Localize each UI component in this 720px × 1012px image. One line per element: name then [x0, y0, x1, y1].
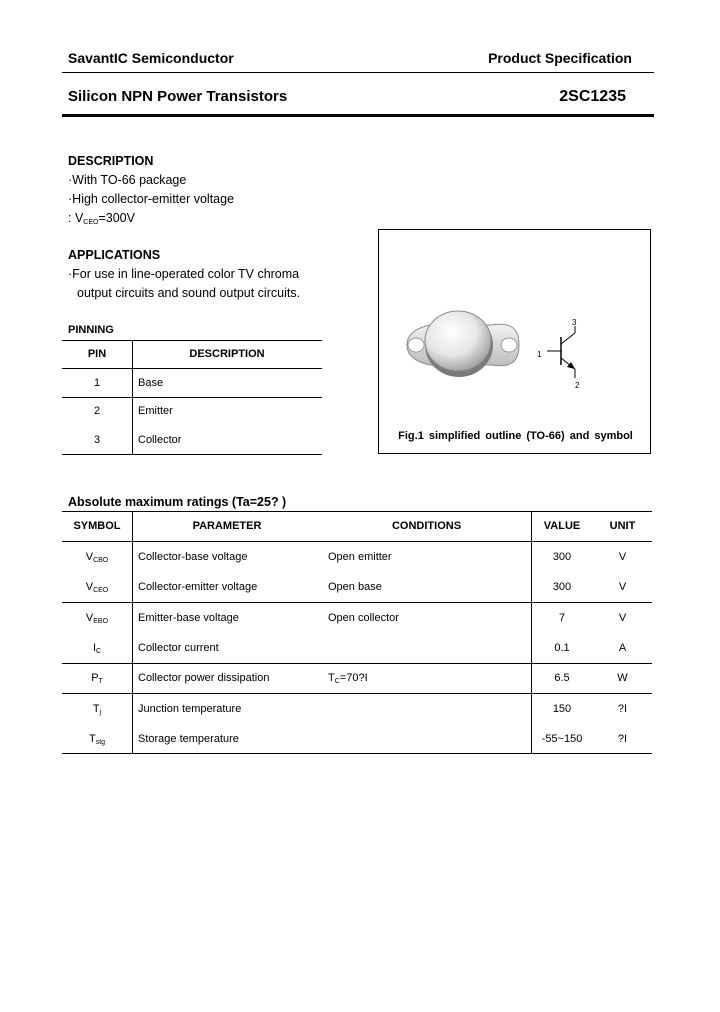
vceo-spec: : $V_{CEO}=300V$	[68, 211, 135, 226]
description-item: ·High collector-emitter voltage	[68, 192, 235, 206]
rating-unit: ?I	[617, 703, 628, 715]
rating-unit: V	[618, 612, 627, 624]
ratings-title: Absolute maximum ratings (Ta=25? )	[68, 495, 287, 509]
ratings-header-value: VALUE	[543, 520, 581, 532]
pinning-header-description: DESCRIPTION	[189, 348, 265, 360]
ratings-header-conditions: CONDITIONS	[391, 520, 462, 532]
rating-symbol: $V_{EBO}$	[85, 612, 109, 625]
rating-value: 150	[552, 703, 572, 715]
rating-symbol: $V_{CBO}$	[85, 551, 109, 564]
pinning-rule	[62, 454, 322, 455]
symbol-pin-label: 2	[575, 381, 580, 390]
rating-value: 6.5	[554, 672, 570, 684]
symbol-pin-label: 1	[537, 350, 542, 359]
rating-unit: A	[618, 642, 627, 654]
rating-unit: W	[617, 672, 628, 684]
pin-description: Emitter	[138, 405, 173, 417]
rating-parameter: Storage temperature	[138, 733, 239, 745]
rating-value: 300	[552, 551, 572, 563]
rating-parameter: Junction temperature	[138, 703, 242, 715]
applications-line: ·For use in line-operated color TV chroma	[68, 267, 300, 281]
rating-condition: Open emitter	[328, 551, 392, 563]
ratings-rule	[62, 753, 652, 754]
ratings-rule	[62, 663, 652, 664]
rating-symbol: $P_T$	[91, 672, 103, 685]
rating-value: 7	[558, 612, 566, 624]
ratings-rule	[62, 602, 652, 603]
rating-value: -55~150	[541, 733, 583, 745]
rating-condition: Open collector	[328, 612, 399, 624]
rating-unit: V	[618, 581, 627, 593]
part-number: 2SC1235	[559, 88, 626, 105]
rating-parameter: Collector power dissipation	[138, 672, 270, 684]
ratings-header-unit: UNIT	[609, 520, 636, 532]
pin-number: 3	[93, 434, 101, 446]
product-line: Silicon NPN Power Transistors	[68, 88, 288, 105]
rating-symbol: $V_{CEO}$	[85, 581, 109, 594]
ratings-rule	[62, 511, 652, 512]
header-rule-top	[62, 72, 654, 73]
rating-value: 0.1	[554, 642, 570, 654]
pin-description: Base	[138, 377, 164, 389]
rating-condition: Open base	[328, 581, 382, 593]
pinning-title: PINNING	[68, 324, 114, 336]
rating-symbol: $I_C$	[92, 642, 102, 655]
pinning-rule	[62, 368, 322, 369]
header-rule-bottom	[62, 114, 654, 117]
ratings-col-divider	[132, 511, 133, 753]
rating-symbol: $T_j$	[92, 703, 102, 716]
pinning-header-pin: PIN	[87, 348, 107, 360]
pinning-rule	[62, 340, 322, 341]
pin-description: Collector	[138, 434, 182, 446]
ratings-header-parameter: PARAMETER	[192, 520, 262, 532]
rating-unit: ?I	[617, 733, 628, 745]
document-type: Product Specification	[488, 50, 632, 66]
applications-line: output circuits and sound output circuits.	[77, 286, 301, 300]
symbol-pin-label: 3	[572, 318, 577, 327]
description-title: DESCRIPTION	[68, 154, 154, 168]
rating-parameter: Collector-base voltage	[138, 551, 248, 563]
ratings-rule	[62, 693, 652, 694]
rating-symbol: $T_{stg}$	[88, 733, 106, 746]
to66-package-image	[379, 230, 652, 455]
ratings-header-symbol: SYMBOL	[73, 520, 121, 532]
pinning-rule	[62, 397, 322, 398]
rating-parameter: Collector current	[138, 642, 219, 654]
pin-number: 1	[93, 377, 101, 389]
rating-parameter: Collector-emitter voltage	[138, 581, 258, 593]
description-item: ·With TO-66 package	[68, 173, 187, 187]
ratings-col-divider	[531, 511, 532, 753]
figure-box	[378, 229, 651, 454]
rating-unit: V	[618, 551, 627, 563]
ratings-rule	[62, 541, 652, 542]
company-name: SavantIC Semiconductor	[68, 50, 234, 66]
figure-caption: Fig.1 simplified outline (TO-66) and symbol	[398, 430, 633, 442]
rating-condition: $T_C=70?I$	[328, 672, 368, 685]
rating-value: 300	[552, 581, 572, 593]
applications-title: APPLICATIONS	[68, 248, 161, 262]
pin-number: 2	[93, 405, 101, 417]
rating-parameter: Emitter-base voltage	[138, 612, 239, 624]
